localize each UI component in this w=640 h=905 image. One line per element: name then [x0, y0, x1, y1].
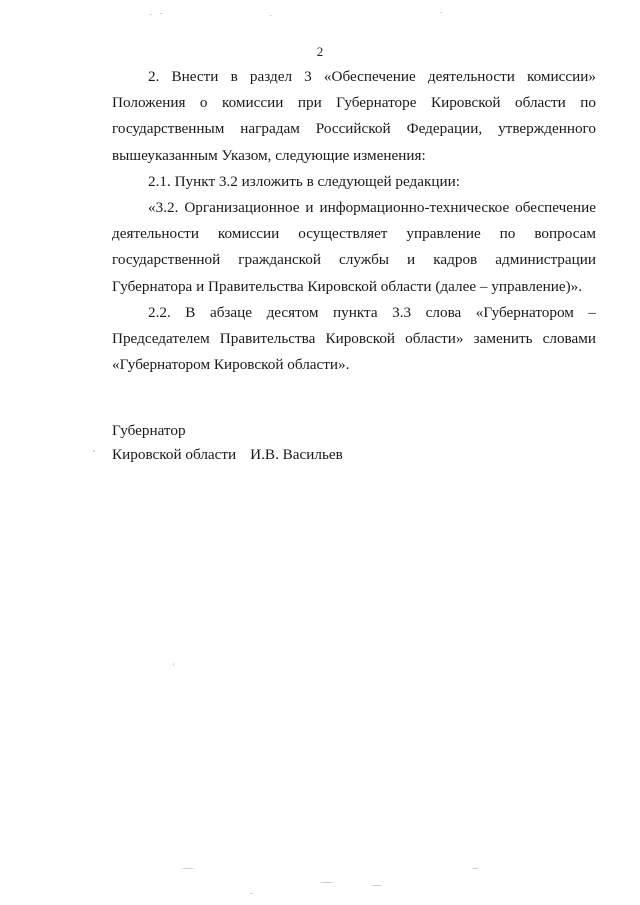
signature-line [112, 443, 343, 467]
scan-speck [150, 14, 152, 15]
paragraph-item-2-2: 2.2. В абзаце десятом пункта 3.3 слова «Губернатором – Председателем Правительства Кировской области» заменить словами «Губернатором Кировской области». [112, 303, 596, 374]
signature-block [112, 419, 343, 467]
scan-speck [182, 868, 194, 869]
paragraph-amendment-intro: 2. Внести в раздел 3 «Обеспечение деятельности комиссии» Положения о комиссии при Губернаторе Кировской области по государственным наградам Российской Федерации, утвержденного вышеуказанным Указом, следующие изменения: [112, 68, 596, 164]
page-number: 2 [316, 44, 324, 59]
scan-speck [160, 13, 163, 14]
paragraph-item-2-1: 2.1. Пункт 3.2 изложить в следующей редакции: [148, 172, 461, 190]
scan-speck [440, 12, 442, 13]
document-body [112, 64, 596, 378]
scan-speck [270, 15, 272, 16]
scan-speck [320, 882, 334, 883]
signature-title: Губернатор [112, 422, 186, 439]
paragraph-item-3-2-text: «3.2. Организационное и информационно-техническое обеспечение деятельности комиссии осуществляет управление по вопросам государственной гражданской службы и кадров администрации Губернатора и Правительства Кировской области (далее – управление)». [112, 199, 596, 295]
scan-speck [173, 663, 174, 666]
signature-name: И.В. Васильев [250, 446, 343, 463]
scan-speck [372, 885, 382, 886]
signature-region: Кировской области [112, 446, 237, 463]
scan-speck [472, 868, 478, 869]
scan-speck [93, 450, 95, 452]
scan-speck [250, 893, 253, 894]
